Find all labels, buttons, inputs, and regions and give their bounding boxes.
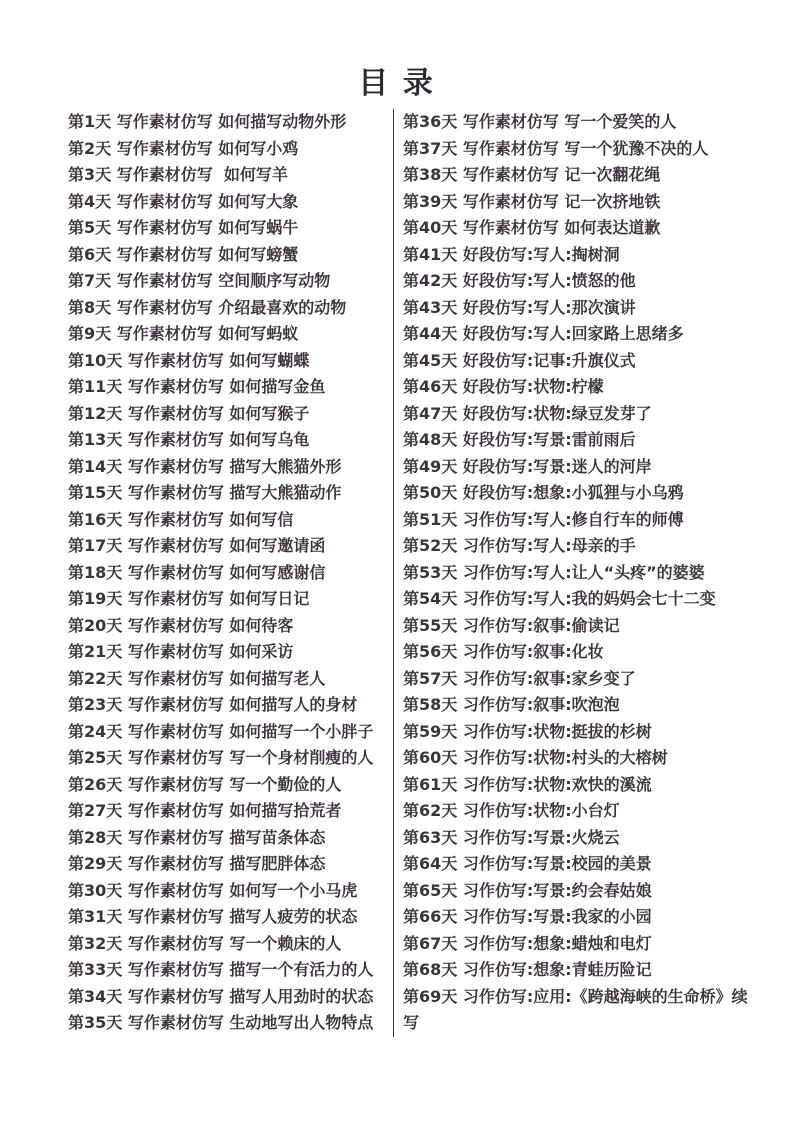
- toc-entry: 第61天 习作仿写:状物:欢快的溪流: [403, 774, 652, 794]
- toc-entry: 第9天 写作素材仿写 如何写蚂蚁: [68, 324, 299, 343]
- toc-entry: 第63天 习作仿写:写景:火烧云: [403, 827, 620, 847]
- toc-entry: 第23天 写作素材仿写 如何描写人的身材: [68, 695, 358, 714]
- toc-entry: 第6天 写作素材仿写 如何写螃蟹: [68, 244, 299, 264]
- toc-entry: 第12天 写作素材仿写 如何写猴子: [68, 403, 310, 423]
- toc-entry: 第47天 好段仿写:状物:绿豆发芽了: [403, 403, 652, 423]
- page-title: 目 录: [358, 66, 435, 101]
- toc-entry: 第32天 写作素材仿写 写一个赖床的人: [68, 933, 342, 953]
- toc-entry: 第27天 写作素材仿写 如何描写拾荒者: [68, 801, 342, 820]
- toc-entry: 第48天 好段仿写:写景:雷前雨后: [403, 430, 636, 449]
- toc-entry: 第34天 写作素材仿写 描写人用劲时的状态: [68, 986, 374, 1006]
- toc-entry: 第24天 写作素材仿写 如何描写一个小胖子: [68, 721, 374, 741]
- toc-entry: 第51天 习作仿写:写人:修自行车的师傅: [403, 509, 684, 529]
- toc-entry: 第66天 习作仿写:写景:我家的小园: [403, 907, 652, 926]
- toc-entry: 第62天 习作仿写:状物:小台灯: [403, 801, 620, 820]
- toc-entry: 第37天 写作素材仿写 写一个犹豫不决的人: [403, 138, 709, 158]
- toc-entry: 第49天 好段仿写:写景:迷人的河岸: [403, 456, 652, 476]
- toc-entry: 第13天 写作素材仿写 如何写乌龟: [68, 430, 310, 449]
- toc-entry: 第3天 写作素材仿写 如何写羊: [68, 165, 288, 184]
- toc-entry: 第57天 习作仿写:叙事:家乡变了: [403, 668, 636, 688]
- toc-entry: 第55天 习作仿写:叙事:偷读记: [403, 615, 620, 635]
- toc-entry: 第19天 写作素材仿写 如何写日记: [68, 589, 310, 608]
- toc-entry: 第22天 写作素材仿写 如何描写老人: [68, 668, 326, 688]
- toc-entry: 第17天 写作素材仿写 如何写邀请函: [68, 536, 326, 555]
- toc-entry: 第20天 写作素材仿写 如何待客: [68, 615, 294, 635]
- toc-entry: 第50天 好段仿写:想象:小狐狸与小乌鸦: [403, 483, 684, 502]
- toc-entry: 第21天 写作素材仿写 如何采访: [68, 642, 294, 661]
- toc-entry: 第31天 写作素材仿写 描写人疲劳的状态: [68, 907, 358, 926]
- toc-entry: 第58天 习作仿写:叙事:吹泡泡: [403, 695, 620, 714]
- toc-column-right: [393, 109, 761, 1037]
- toc-entry: 第60天 习作仿写:状物:村头的大榕树: [403, 748, 668, 767]
- toc-entry: 第39天 写作素材仿写 记一次挤地铁: [403, 191, 661, 211]
- toc-entry: 第1天 写作素材仿写 如何描写动物外形: [68, 112, 347, 131]
- toc-entry: 第54天 习作仿写:写人:我的妈妈会七十二变: [403, 589, 716, 608]
- toc-entry: 第36天 写作素材仿写 写一个爱笑的人: [403, 112, 677, 131]
- toc-entry: 第29天 写作素材仿写 描写肥胖体态: [68, 854, 326, 873]
- toc-entry: 第59天 习作仿写:状物:挺拔的杉树: [403, 721, 652, 741]
- toc-entry: 第56天 习作仿写:叙事:化妆: [403, 642, 604, 661]
- toc-entry: 第33天 写作素材仿写 描写一个有活力的人: [68, 960, 374, 979]
- toc-entry: 第16天 写作素材仿写 如何写信: [68, 509, 294, 529]
- toc-entry: 第45天 好段仿写:记事:升旗仪式: [403, 350, 636, 370]
- toc-entry: 第46天 好段仿写:状物:柠檬: [403, 377, 604, 396]
- toc-entry: 第7天 写作素材仿写 空间顺序写动物: [68, 271, 331, 290]
- toc-entry: 第44天 好段仿写:写人:回家路上思绪多: [403, 324, 684, 343]
- toc-entry: 第52天 习作仿写:写人:母亲的手: [403, 536, 636, 555]
- toc-entry: 第65天 习作仿写:写景:约会春姑娘: [403, 880, 652, 900]
- toc-columns: [68, 109, 793, 1037]
- toc-entry: 第25天 写作素材仿写 写一个身材削瘦的人: [68, 748, 374, 767]
- toc-entry: 第69天 习作仿写:应用:《跨越海峡的生命桥》续写: [403, 986, 748, 1032]
- toc-entry: 第28天 写作素材仿写 描写苗条体态: [68, 827, 326, 847]
- toc-entry: 第41天 好段仿写:写人:掏树洞: [403, 244, 620, 264]
- toc-entry: 第18天 写作素材仿写 如何写感谢信: [68, 562, 326, 582]
- toc-entry: 第53天 习作仿写:写人:让人“头疼”的婆婆: [403, 562, 705, 582]
- toc-entry: 第15天 写作素材仿写 描写大熊猫动作: [68, 483, 342, 502]
- toc-entry: 第11天 写作素材仿写 如何描写金鱼: [68, 377, 326, 396]
- toc-entry: 第30天 写作素材仿写 如何写一个小马虎: [68, 880, 358, 900]
- toc-entry: 第35天 写作素材仿写 生动地写出人物特点: [68, 1013, 374, 1032]
- toc-entry: 第26天 写作素材仿写 写一个勤俭的人: [68, 774, 342, 794]
- toc-entry: 第67天 习作仿写:想象:蜡烛和电灯: [403, 933, 652, 953]
- toc-entry: 第14天 写作素材仿写 描写大熊猫外形: [68, 456, 342, 476]
- toc-entry: 第68天 习作仿写:想象:青蛙历险记: [403, 960, 652, 979]
- toc-entry: 第38天 写作素材仿写 记一次翻花绳: [403, 165, 661, 184]
- toc-entry: 第2天 写作素材仿写 如何写小鸡: [68, 138, 299, 158]
- toc-entry: 第42天 好段仿写:写人:愤怒的他: [403, 271, 636, 290]
- toc-entry: 第10天 写作素材仿写 如何写蝴蝶: [68, 350, 310, 370]
- toc-entry: 第40天 写作素材仿写 如何表达道歉: [403, 218, 661, 237]
- toc-entry: 第5天 写作素材仿写 如何写蜗牛: [68, 218, 299, 237]
- toc-column-left: [68, 109, 393, 1037]
- toc-entry: 第4天 写作素材仿写 如何写大象: [68, 191, 299, 211]
- toc-entry: 第8天 写作素材仿写 介绍最喜欢的动物: [68, 297, 347, 317]
- toc-entry: 第64天 习作仿写:写景:校园的美景: [403, 854, 652, 873]
- toc-entry: 第43天 好段仿写:写人:那次演讲: [403, 297, 636, 317]
